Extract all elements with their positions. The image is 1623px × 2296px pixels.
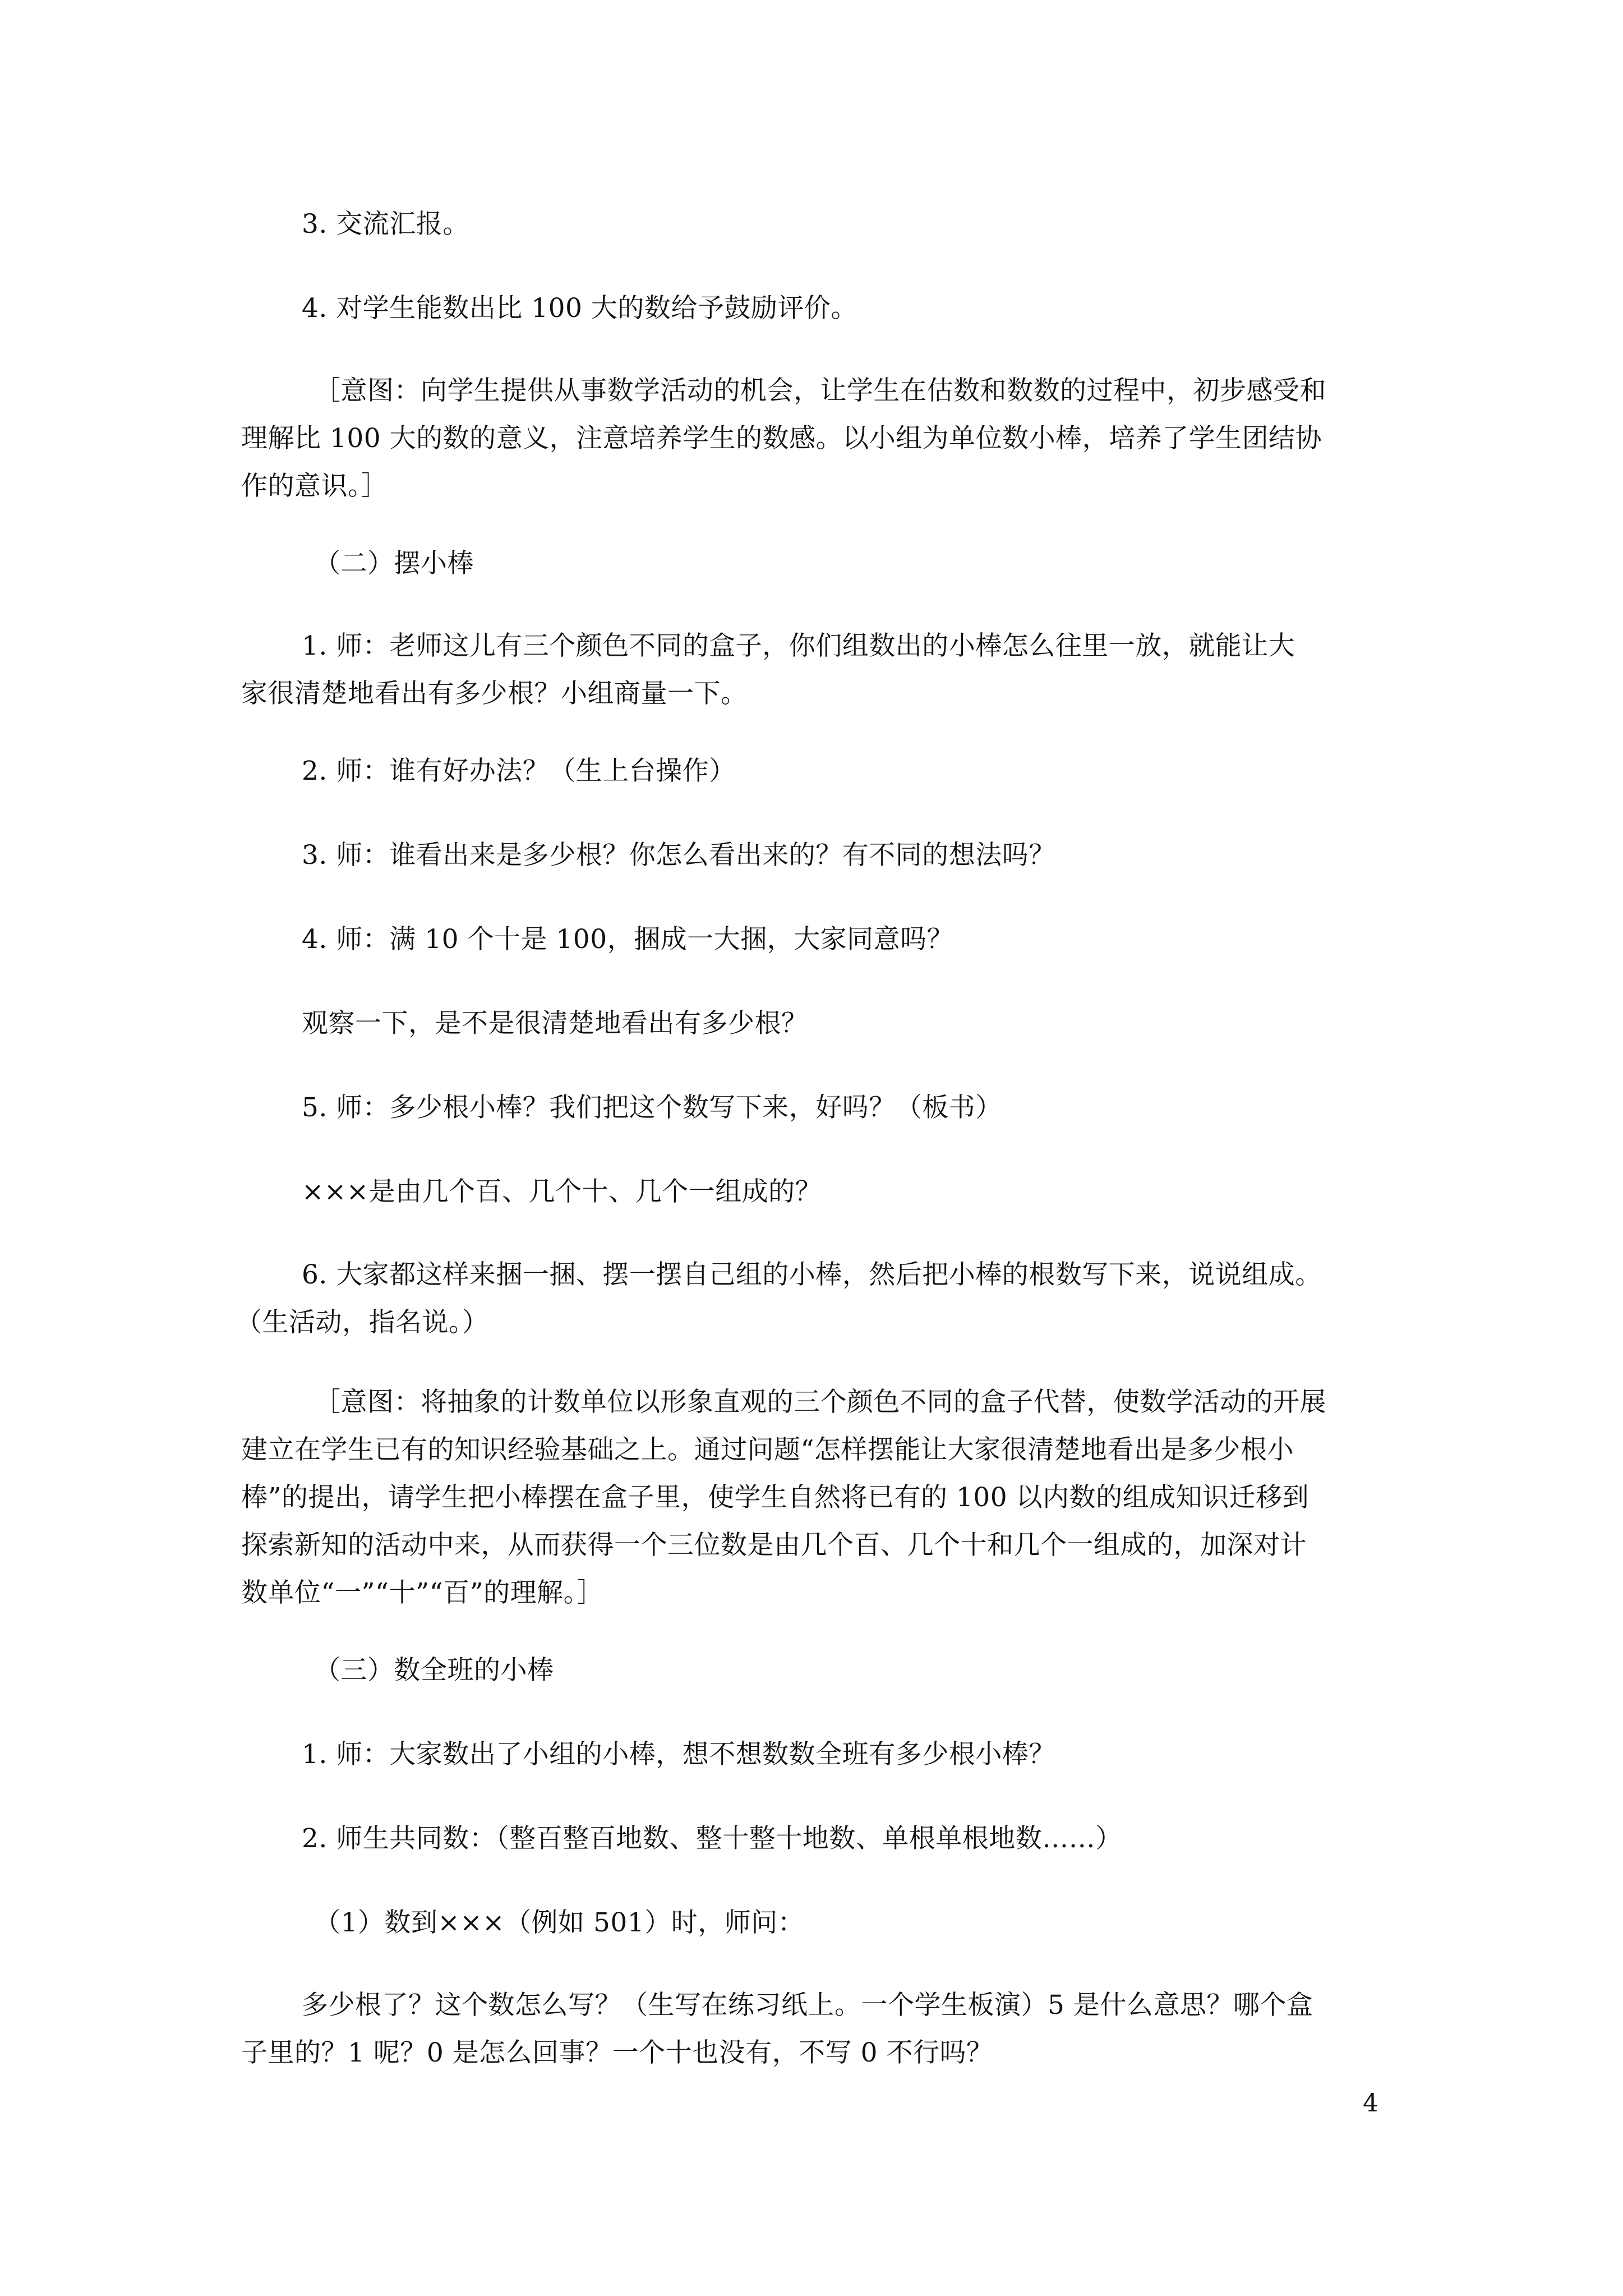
text-line: 观察一下，是不是很清楚地看出有多少根？ (302, 1008, 808, 1039)
text-line: （1）数到×××（例如 501）时，师问： (314, 1907, 805, 1938)
text-line: 作的意识。］ (241, 471, 388, 501)
text-line: 5. 师：多少根小棒？我们把这个数写下来，好吗？（板书） (302, 1092, 1002, 1123)
section-heading: （二）摆小棒 (314, 548, 474, 579)
page-number: 4 (1363, 2089, 1378, 2118)
text-line: ［意图：向学生提供从事数学活动的机会，让学生在估数和数数的过程中，初步感受和 (314, 375, 1326, 406)
text-line: 3. 师：谁看出来是多少根？你怎么看出来的？有不同的想法吗？ (302, 840, 1055, 871)
text-line: 子里的？1 呢？0 是怎么回事？一个十也没有，不写 0 不行吗？ (241, 2037, 993, 2068)
text-line: ×××是由几个百、几个十、几个一组成的？ (302, 1176, 822, 1207)
section-heading: （三）数全班的小棒 (314, 1655, 554, 1686)
text-line: 理解比 100 大的数的意义，注意培养学生的数感。以小组为单位数小棒，培养了学生团结协 (241, 423, 1322, 454)
text-line: 棒”的提出，请学生把小棒摆在盒子里，使学生自然将已有的 100 以内数的组成知识迁移到 (241, 1482, 1310, 1513)
text-line: 4. 师：满 10 个十是 100，捆成一大捆，大家同意吗？ (302, 924, 954, 955)
text-line: （生活动，指名说。） (236, 1307, 489, 1338)
text-line: 数单位“一”“十”“百”的理解。］ (241, 1577, 604, 1608)
text-line: 1. 师：老师这儿有三个颜色不同的盒子，你们组数出的小棒怎么往里一放，就能让大 (302, 631, 1295, 661)
text-line: 2. 师生共同数：（整百整百地数、整十整十地数、单根单根地数……） (302, 1823, 1122, 1854)
text-line: 6. 大家都这样来捆一捆、摆一摆自己组的小棒，然后把小棒的根数写下来，说说组成。 (302, 1259, 1322, 1290)
text-line: 1. 师：大家数出了小组的小棒，想不想数数全班有多少根小棒？ (302, 1739, 1055, 1770)
text-line: 多少根了？这个数怎么写？（生写在练习纸上。一个学生板演）5 是什么意思？哪个盒 (302, 1990, 1313, 2021)
text-line: ［意图：将抽象的计数单位以形象直观的三个颜色不同的盒子代替，使数学活动的开展 (314, 1387, 1326, 1418)
text-line: 4. 对学生能数出比 100 大的数给予鼓励评价。 (302, 293, 857, 324)
text-line: 探索新知的活动中来，从而获得一个三位数是由几个百、几个十和几个一组成的，加深对计 (241, 1530, 1307, 1561)
text-line: 3. 交流汇报。 (302, 209, 469, 240)
text-line: 家很清楚地看出有多少根？小组商量一下。 (241, 678, 748, 709)
text-line: 建立在学生已有的知识经验基础之上。通过问题“怎样摆能让大家很清楚地看出是多少根小 (241, 1434, 1294, 1465)
text-line: 2. 师：谁有好办法？（生上台操作） (302, 756, 736, 786)
